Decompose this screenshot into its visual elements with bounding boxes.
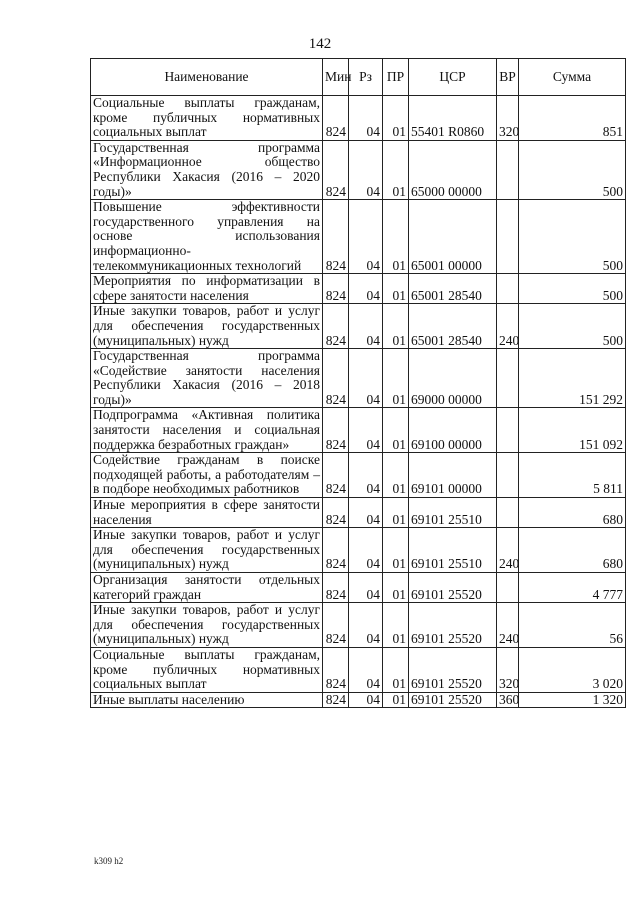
cell-vr (497, 140, 519, 199)
header-sum: Сумма (519, 59, 626, 96)
cell-sum: 1 320 (519, 692, 626, 708)
cell-min: 824 (323, 408, 349, 453)
cell-min: 824 (323, 140, 349, 199)
cell-pr: 01 (383, 528, 409, 573)
cell-name: Социальные выплаты гражданам, кроме публичных нормативных социальных выплат (91, 96, 323, 141)
cell-vr (497, 498, 519, 528)
cell-min: 824 (323, 603, 349, 648)
cell-csr: 69100 00000 (409, 408, 497, 453)
cell-csr: 69101 25510 (409, 498, 497, 528)
cell-pr: 01 (383, 603, 409, 648)
cell-sum: 500 (519, 304, 626, 349)
cell-name: Социальные выплаты гражданам, кроме публичных нормативных социальных выплат (91, 647, 323, 692)
cell-name: Организация занятости отдельных категорий граждан (91, 573, 323, 603)
cell-vr (497, 453, 519, 498)
cell-rz: 04 (349, 304, 383, 349)
cell-vr: 240 (497, 603, 519, 648)
cell-min: 824 (323, 453, 349, 498)
header-row (91, 59, 626, 96)
cell-pr: 01 (383, 96, 409, 141)
cell-pr: 01 (383, 140, 409, 199)
table-row (91, 140, 626, 199)
cell-rz: 04 (349, 692, 383, 708)
cell-pr: 01 (383, 692, 409, 708)
table-row (91, 528, 626, 573)
cell-rz: 04 (349, 200, 383, 274)
cell-sum: 851 (519, 96, 626, 141)
cell-rz: 04 (349, 408, 383, 453)
header-name: Наименование (91, 59, 323, 96)
cell-min: 824 (323, 304, 349, 349)
table-row (91, 408, 626, 453)
cell-pr: 01 (383, 498, 409, 528)
cell-csr: 69101 25520 (409, 603, 497, 648)
header-rz: Рз (349, 59, 383, 96)
cell-rz: 04 (349, 647, 383, 692)
table-row (91, 498, 626, 528)
cell-pr: 01 (383, 453, 409, 498)
table-row (91, 96, 626, 141)
cell-vr (497, 200, 519, 274)
cell-rz: 04 (349, 274, 383, 304)
cell-vr: 360 (497, 692, 519, 708)
header-vr: ВР (497, 59, 519, 96)
cell-vr (497, 349, 519, 408)
cell-csr: 69101 25510 (409, 528, 497, 573)
cell-sum: 151 292 (519, 349, 626, 408)
header-pr: ПР (383, 59, 409, 96)
cell-rz: 04 (349, 603, 383, 648)
cell-name: Иные выплаты населению (91, 692, 323, 708)
cell-csr: 65001 28540 (409, 274, 497, 304)
cell-name: Мероприятия по информатизации в сфере занятости населения (91, 274, 323, 304)
cell-sum: 56 (519, 603, 626, 648)
table-row (91, 304, 626, 349)
cell-sum: 500 (519, 274, 626, 304)
cell-pr: 01 (383, 200, 409, 274)
cell-name: Государственная программа «Информационное общество Республики Хакасия (2016 – 2020 годы)» (91, 140, 323, 199)
cell-pr: 01 (383, 408, 409, 453)
cell-sum: 5 811 (519, 453, 626, 498)
cell-csr: 69101 25520 (409, 573, 497, 603)
table-row (91, 274, 626, 304)
page-number: 142 (308, 36, 332, 52)
cell-csr: 65000 00000 (409, 140, 497, 199)
cell-rz: 04 (349, 140, 383, 199)
cell-rz: 04 (349, 498, 383, 528)
cell-name: Государственная программа «Содействие занятости населения Республики Хакасия (2016 – 2018 годы)» (91, 349, 323, 408)
cell-min: 824 (323, 96, 349, 141)
cell-rz: 04 (349, 528, 383, 573)
cell-name: Иные мероприятия в сфере занятости населения (91, 498, 323, 528)
cell-sum: 151 092 (519, 408, 626, 453)
cell-vr: 240 (497, 528, 519, 573)
cell-min: 824 (323, 498, 349, 528)
table-row (91, 603, 626, 648)
cell-min: 824 (323, 349, 349, 408)
table-row (91, 349, 626, 408)
cell-sum: 4 777 (519, 573, 626, 603)
cell-min: 824 (323, 573, 349, 603)
cell-vr: 320 (497, 647, 519, 692)
cell-name: Содействие гражданам в поиске подходящей работы, а работодателям – в подборе необходимых работников (91, 453, 323, 498)
table-row (91, 573, 626, 603)
cell-pr: 01 (383, 274, 409, 304)
cell-name: Повышение эффективности государственного управления на основе использования информационно-телекоммуникационных технологий (91, 200, 323, 274)
cell-pr: 01 (383, 349, 409, 408)
header-min: Мин (323, 59, 349, 96)
cell-csr: 65001 00000 (409, 200, 497, 274)
table-row (91, 647, 626, 692)
cell-min: 824 (323, 200, 349, 274)
cell-csr: 69101 25520 (409, 647, 497, 692)
cell-pr: 01 (383, 304, 409, 349)
cell-pr: 01 (383, 573, 409, 603)
cell-name: Иные закупки товаров, работ и услуг для обеспечения государственных (муниципальных) нужд (91, 304, 323, 349)
cell-vr (497, 573, 519, 603)
cell-vr (497, 408, 519, 453)
cell-csr: 69101 00000 (409, 453, 497, 498)
cell-sum: 500 (519, 200, 626, 274)
cell-csr: 65001 28540 (409, 304, 497, 349)
cell-min: 824 (323, 647, 349, 692)
cell-sum: 680 (519, 498, 626, 528)
cell-csr: 69000 00000 (409, 349, 497, 408)
cell-rz: 04 (349, 453, 383, 498)
table-row (91, 200, 626, 274)
cell-sum: 500 (519, 140, 626, 199)
cell-min: 824 (323, 692, 349, 708)
cell-vr: 240 (497, 304, 519, 349)
table-row (91, 453, 626, 498)
cell-rz: 04 (349, 96, 383, 141)
cell-sum: 680 (519, 528, 626, 573)
cell-rz: 04 (349, 349, 383, 408)
cell-rz: 04 (349, 573, 383, 603)
cell-csr: 69101 25520 (409, 692, 497, 708)
cell-name: Иные закупки товаров, работ и услуг для обеспечения государственных (муниципальных) нужд (91, 603, 323, 648)
cell-min: 824 (323, 528, 349, 573)
cell-sum: 3 020 (519, 647, 626, 692)
header-csr: ЦСР (409, 59, 497, 96)
cell-name: Иные закупки товаров, работ и услуг для обеспечения государственных (муниципальных) нужд (91, 528, 323, 573)
cell-vr: 320 (497, 96, 519, 141)
cell-vr (497, 274, 519, 304)
cell-pr: 01 (383, 647, 409, 692)
cell-csr: 55401 R0860 (409, 96, 497, 141)
budget-table (90, 58, 626, 708)
footer-code: k309 h2 (94, 856, 124, 866)
table-row (91, 692, 626, 708)
cell-name: Подпрограмма «Активная политика занятости населения и социальная поддержка безработных граждан» (91, 408, 323, 453)
cell-min: 824 (323, 274, 349, 304)
